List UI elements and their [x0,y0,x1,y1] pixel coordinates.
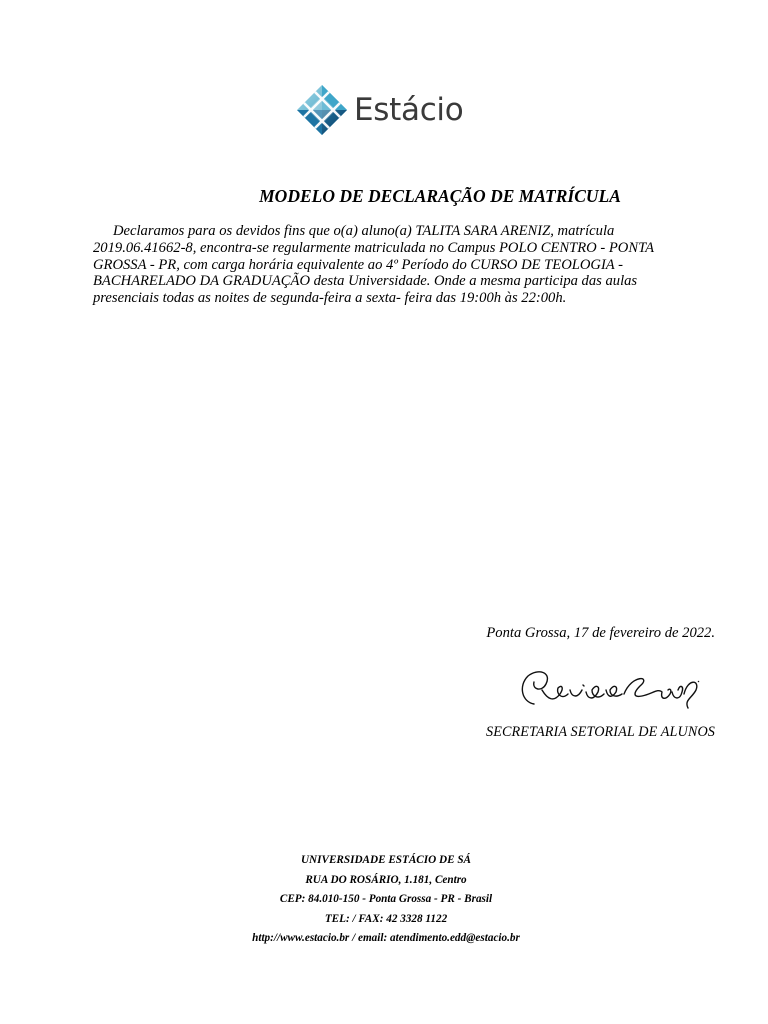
footer [0,851,768,949]
footer-web: http://www.estacio.br / email: atendimento.edd@estacio.br [252,932,520,944]
footer-cep: CEP: 84.010-150 - Ponta Grossa - PR - Brasil [279,893,493,905]
footer-university: UNIVERSIDADE ESTÁCIO DE SÁ [300,854,472,866]
logo-wordmark: Estácio [354,92,464,128]
document-title: MODELO DE DECLARAÇÃO DE MATRÍCULA [259,186,621,206]
handwritten-signature [512,664,708,714]
footer-tel: TEL: / FAX: 42 3328 1122 [324,912,448,925]
date-line: Ponta Grossa, 17 de fevereiro de 2022. [486,625,715,641]
office-name: SECRETARIA SETORIAL DE ALUNOS [486,724,715,740]
declaration-paragraph: Declaramos para os devidos fins que o(a) aluno(a) TALITA SARA ARENIZ, matrícula 2019.06.41662-8, encontra-se regularmente matriculada no Campus POLO CENTRO - PONTA GROSSA - PR, com carga horária equivalente ao 4º Período do CURSO DE TEOLOGIA - BACHARELADO DA GRADUAÇÃO desta Universidade. Onde a mesma participa das aulas presenciais todas as noites de segunda-feira a sexta- feira das 19:00h às 22:00h. [93,223,654,307]
estacio-diamond-icon [296,84,348,136]
footer-address: RUA DO ROSÁRIO, 1.181, Centro [305,873,467,886]
estacio-logo [296,84,463,136]
declaration-body [93,223,703,307]
